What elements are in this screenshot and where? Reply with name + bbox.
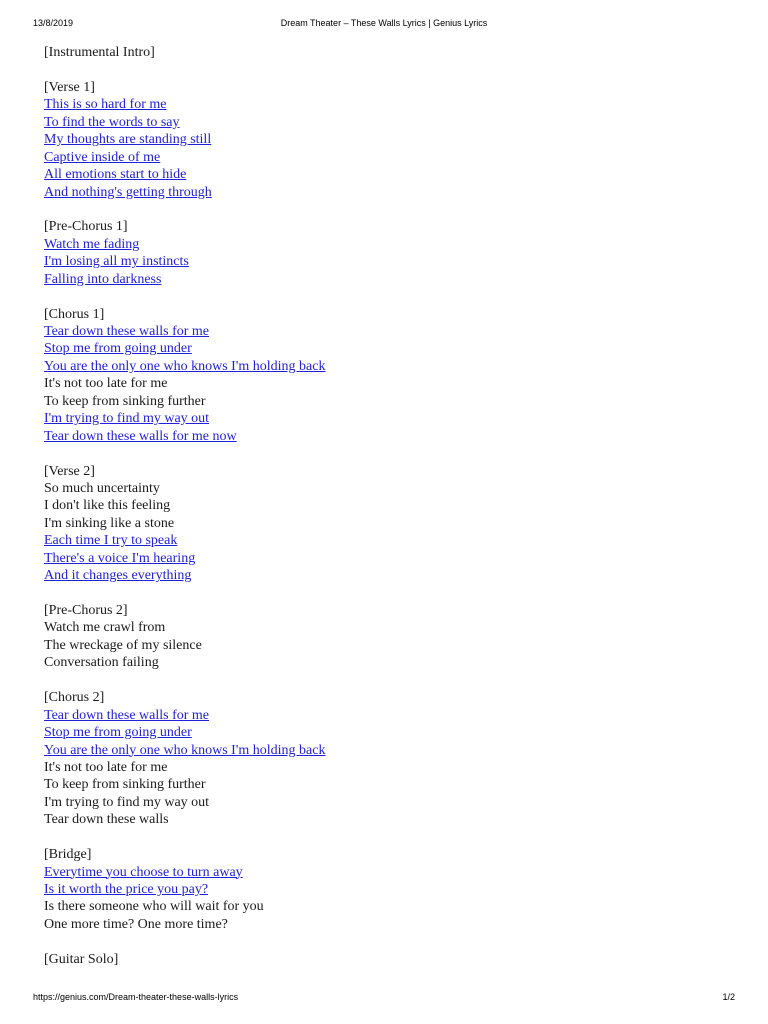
lyric-line: Is there someone who will wait for you [44,899,264,915]
lyric-line [44,131,724,148]
annotated-lyric-link[interactable]: To find the words to say [44,114,180,130]
lyric-line [44,567,724,584]
stanza-gap [44,829,724,846]
lyric-line: I don't like this feeling [44,498,171,514]
annotated-lyric-link[interactable]: Tear down these walls for me now [44,428,237,444]
annotated-lyric-link[interactable]: This is so hard for me [44,97,167,113]
lyric-line [44,184,724,201]
lyric-line: To keep from sinking further [44,777,206,793]
lyric-line [44,166,724,183]
annotated-lyric-link[interactable]: I'm losing all my instincts [44,254,189,270]
lyric-line [44,428,724,445]
lyric-line: The wreckage of my silence [44,637,202,653]
lyric-line [44,410,724,427]
section-label: [Chorus 2] [44,690,105,706]
lyric-line [44,271,724,288]
lyric-line [44,149,724,166]
lyric-line: Watch me crawl from [44,620,166,636]
lyric-line [44,707,724,724]
annotated-lyric-link[interactable]: Stop me from going under [44,341,192,357]
lyric-line [44,724,724,741]
print-date: 13/8/2019 [33,18,74,28]
section-label: [Verse 1] [44,79,95,95]
lyric-line: I'm trying to find my way out [44,794,210,810]
section-label: [Bridge] [44,847,92,863]
lyric-line: It's not too late for me [44,376,168,392]
print-footer [0,992,768,1006]
annotated-lyric-link[interactable]: Is it worth the price you pay? [44,882,209,897]
stanza-gap [44,288,724,305]
annotated-lyric-link[interactable]: Everytime you choose to turn away [44,864,243,880]
lyric-line [44,236,724,253]
lyric-line: I'm sinking like a stone [44,515,175,531]
lyric-line [44,114,724,131]
annotated-lyric-link[interactable]: Tear down these walls for me [44,707,210,723]
section-label: [Verse 2] [44,463,95,479]
lyric-line: So much uncertainty [44,480,160,496]
annotated-lyric-link[interactable]: Falling into darkness [44,271,162,287]
section-label: [Guitar Solo] [44,951,119,967]
annotated-lyric-link[interactable]: Stop me from going under [44,725,192,741]
lyric-line [44,550,724,567]
lyric-line [44,864,724,881]
section-label: [Chorus 1] [44,306,105,322]
annotated-lyric-link[interactable]: Captive inside of me [44,149,161,165]
stanza-gap [44,672,724,689]
annotated-lyric-link[interactable]: All emotions start to hide [44,167,187,183]
lyric-line: One more time? One more time? [44,916,228,932]
annotated-lyric-link[interactable]: Watch me fading [44,236,140,252]
print-header [0,18,768,32]
annotated-lyric-link[interactable]: My thoughts are standing still [44,132,212,148]
lyric-line: It's not too late for me [44,759,168,775]
lyric-line [44,881,724,898]
stanza-gap [44,61,724,78]
annotated-lyric-link[interactable]: And it changes everything [44,568,192,584]
stanza-gap [44,201,724,218]
lyric-line [44,742,724,759]
section-label: [Pre-Chorus 2] [44,603,128,618]
lyric-line [44,358,724,375]
annotated-lyric-link[interactable]: There's a voice I'm hearing [44,550,196,566]
source-url: https://genius.com/Dream-theater-these-walls-lyrics [33,992,239,1002]
lyric-line [44,323,724,340]
section-label: [Pre-Chorus 1] [44,219,128,235]
annotated-lyric-link[interactable]: You are the only one who knows I'm holding back [44,742,326,758]
lyric-line [44,253,724,270]
page-number: 1/2 [722,992,735,1002]
page-title: Dream Theater – These Walls Lyrics | Genius Lyrics [280,18,488,28]
section-label: [Instrumental Intro] [44,45,155,60]
lyric-line: To keep from sinking further [44,393,206,409]
lyric-line [44,96,724,113]
annotated-lyric-link[interactable]: And nothing's getting through [44,184,212,200]
stanza-gap [44,933,724,950]
annotated-lyric-link[interactable]: Each time I try to speak [44,533,178,549]
lyric-line [44,340,724,357]
lyrics-body [44,44,724,968]
annotated-lyric-link[interactable]: You are the only one who knows I'm holding back [44,358,326,374]
lyric-line: Tear down these walls [44,812,169,828]
stanza-gap [44,445,724,462]
annotated-lyric-link[interactable]: Tear down these walls for me [44,324,210,339]
lyric-line [44,532,724,549]
stanza-gap [44,585,724,602]
annotated-lyric-link[interactable]: I'm trying to find my way out [44,411,210,427]
lyric-line: Conversation failing [44,655,159,671]
